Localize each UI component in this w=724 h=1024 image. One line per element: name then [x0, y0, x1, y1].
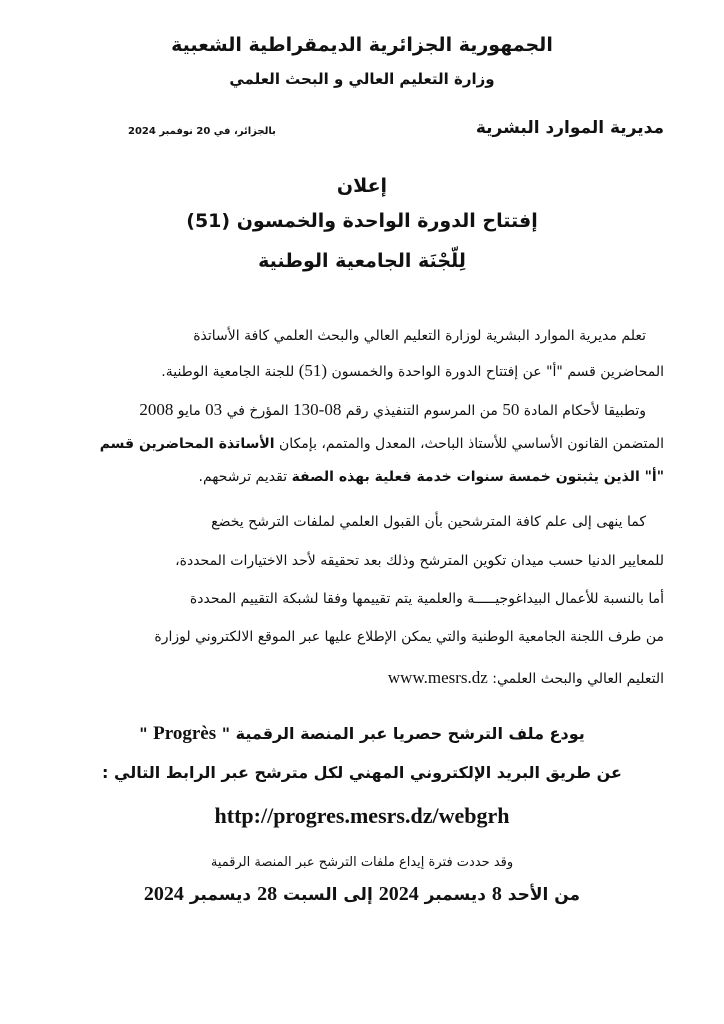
ministry-heading: وزارة التعليم العالي و البحث العلمي: [229, 70, 495, 88]
period-text-a: من الأحد: [501, 885, 581, 905]
period-text-d: ديسمبر: [183, 885, 258, 905]
paragraph-2-line-3: [199, 469, 665, 485]
paragraph-3-line-1: كما ينهى إلى علم كافة المترشحين بأن القبول العلمي لملفات الترشح يخضع: [211, 514, 646, 530]
paragraph-3-line-4: من طرف اللجنة الجامعية الوطنية والتي يمكن الإطلاع عليها عبر الموقع الالكتروني لوزارة: [154, 629, 664, 645]
application-link[interactable]: http://progres.mesrs.dz/webgrh: [214, 803, 510, 828]
paragraph-2-line-2: [100, 436, 664, 452]
paragraph-1-text-b: للجنة الجامعية الوطنية.: [161, 364, 299, 380]
period-label: وقد حددت فترة إيداع ملفات الترشح عبر المنصة الرقمية: [210, 855, 514, 870]
committee-title: لِلّجْنَة الجامعية الوطنية: [258, 250, 466, 272]
decree-day: 03: [205, 400, 223, 419]
paragraph-3-line-2: للمعايير الدنيا حسب ميدان تكوين المترشح وذلك بعد تحقيقه لأحد الاختيارات المحددة،: [175, 553, 664, 569]
start-year: 2024: [378, 883, 419, 905]
p2-text-a: وتطبيقا لأحكام المادة: [519, 403, 646, 419]
period-text-c: إلى السبت: [277, 885, 379, 905]
ministry-website-link[interactable]: www.mesrs.dz: [387, 668, 488, 687]
deposit-instruction-line-2: عن طريق البريد الإلكتروني المهني لكل مترشح عبر الرابط التالي :: [102, 763, 622, 782]
p2-line2-bold: الأساتذة المحاضرين قسم: [99, 436, 275, 452]
p2-line3-text: تقديم ترشحهم.: [198, 469, 292, 485]
period-dates: [0, 883, 724, 906]
decree-year: 2008: [139, 400, 174, 419]
p2-text-d: مايو: [173, 403, 206, 419]
period-text-b: ديسمبر: [418, 885, 492, 905]
end-year: 2024: [143, 883, 184, 905]
deposit-instruction-line-1: [0, 723, 724, 745]
announcement-label: إعلان: [336, 175, 388, 197]
paragraph-3-line-5: [388, 668, 664, 688]
platform-name: Progrès: [153, 723, 217, 744]
p2-text-c: المؤرخ في: [222, 403, 294, 419]
session-number: (51): [298, 361, 328, 380]
session-title: إفتتاح الدورة الواحدة والخمسون (51): [186, 210, 538, 232]
article-number: 50: [502, 400, 520, 419]
p2-text-b: من المرسوم التنفيذي رقم: [341, 403, 503, 419]
decree-number: 08-130: [293, 400, 342, 419]
p2-line2-text: المتضمن القانون الأساسي للأستاذ الباحث، المعدل والمتمم، بإمكان: [274, 436, 664, 452]
paragraph-1-text-a: المحاضرين قسم "أ" عن إفتتاح الدورة الواحدة والخمسون: [327, 364, 664, 380]
deposit-text-a: يودع ملف الترشح حصريا عبر المنصة الرقمية ": [216, 724, 585, 743]
p3-line5-text: التعليم العالي والبحث العلمي:: [487, 671, 664, 687]
p2-line3-bold: "أ" الذين يثبتون خمسة سنوات خدمة فعلية بهذه الصفة: [291, 469, 664, 485]
start-day: 8: [491, 883, 502, 905]
deposit-text-b: ": [139, 724, 154, 743]
directorate-heading: مديرية الموارد البشرية: [475, 118, 664, 138]
paragraph-2-line-1: [139, 400, 646, 420]
paragraph-1-line-1: تعلم مديرية الموارد البشرية لوزارة التعليم العالي والبحث العلمي كافة الأساتذة: [193, 328, 646, 344]
republic-heading: الجمهورية الجزائرية الديمقراطية الشعبية: [171, 34, 553, 56]
end-day: 28: [257, 883, 278, 905]
paragraph-1-line-2: [161, 361, 664, 381]
paragraph-3-line-3: أما بالنسبة للأعمال البيداغوجيـــــة والعلمية يتم تقييمها وفقا لشبكة التقييم المحددة: [189, 591, 664, 607]
dateline: بالجزائر، في 20 نوفمبر 2024: [128, 126, 276, 137]
